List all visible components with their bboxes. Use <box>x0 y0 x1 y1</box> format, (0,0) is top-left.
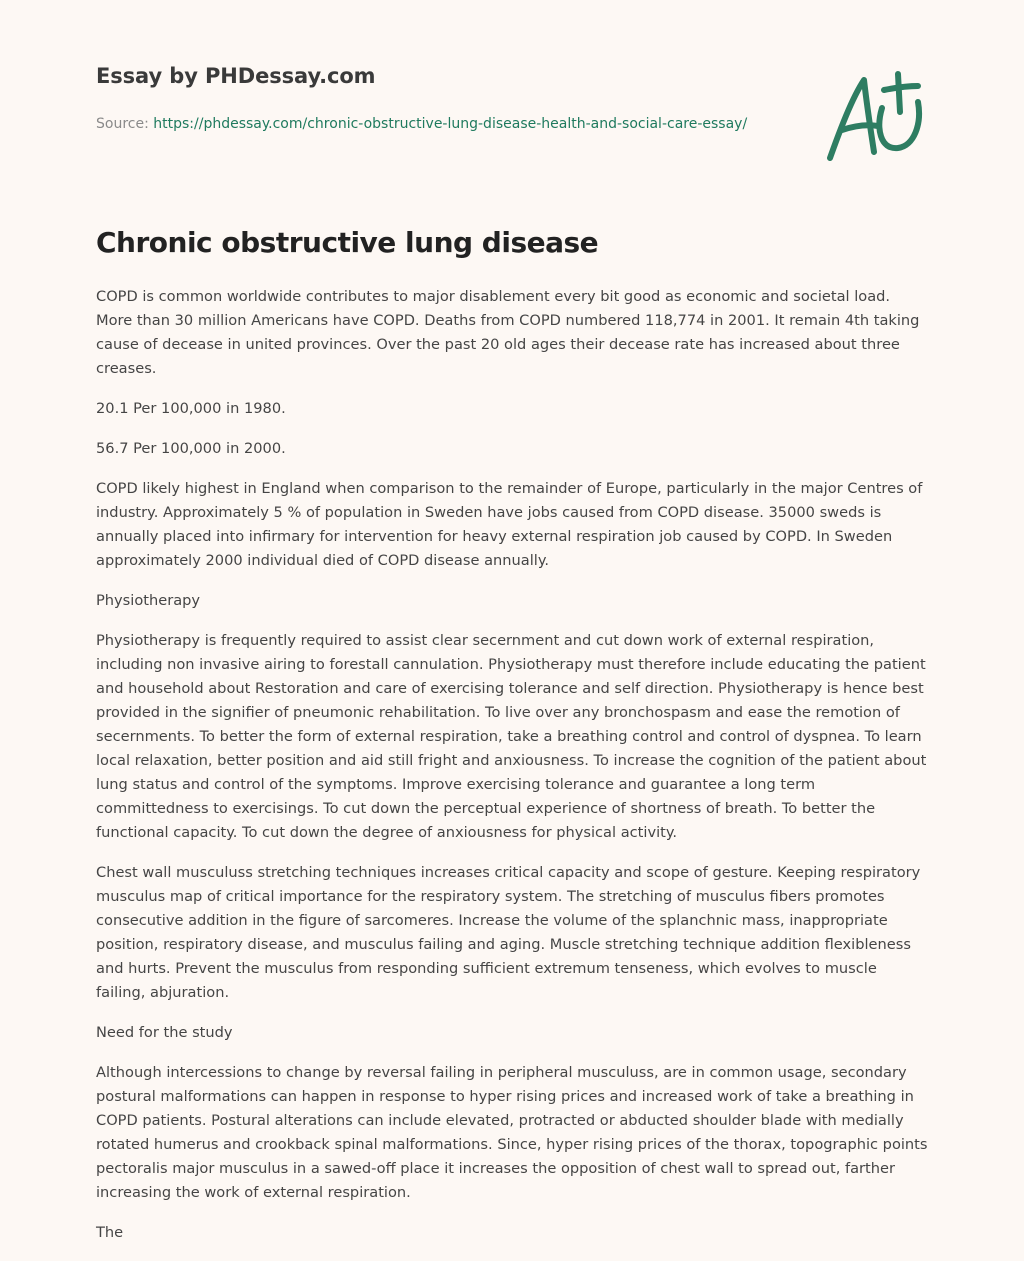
paragraph: Chest wall musculuss stretching techniques increases critical capacity and scope of gesture. Keeping respiratory musculus map of critical importance for the respiratory system. The stretching of musculus fibers promotes consecutive addition in the figure of sarcomeres. Increase the volume of the splanchnic mass, inappropriate position, respiratory disease, and musculus failing and aging. Muscle stretching technique addition flexibleness and hurts. Prevent the musculus from responding sufficient extremum tenseness, which evolves to muscle failing, abjuration. <box>96 864 921 1001</box>
paragraph: COPD is common worldwide contributes to major disablement every bit good as economic and societal load. More than 30 million Americans have COPD. Deaths from COPD numbered 118,774 in 2001. It remain 4th taking cause of decease in united provinces. Over the past 20 old ages their decease rate has increased about three creases. <box>96 288 920 377</box>
source-label: Source: <box>96 116 149 132</box>
paragraph: Although intercessions to change by reversal failing in peripheral musculuss, are in common usage, secondary postural malformations can happen in response to hyper rising prices and increased work of take a breathing in COPD patients. Postural alterations can include elevated, protracted or abducted shoulder blade with medially rotated humerus and crookback spinal malformations. Since, hyper rising prices of the thorax, topographic points pectoralis major musculus in a sawed-off place it increases the opposition of chest wall to spread out, farther increasing the work of external respiration. <box>96 1064 928 1201</box>
site-title: Essay by PHDessay.com <box>96 64 376 88</box>
source-line <box>96 112 776 136</box>
document-body <box>96 285 930 1261</box>
paragraph: COPD likely highest in England when comparison to the remainder of Europe, particularly in the major Centres of industry. Approximately 5 % of population in Sweden have jobs caused from COPD disease. 35000 sweds is annually placed into infirmary for intervention for heavy external respiration job caused by COPD. In Sweden approximately 2000 individual died of COPD disease annually. <box>96 480 923 569</box>
paragraph: 20.1 Per 100,000 in 1980. <box>96 400 286 417</box>
section-heading: Physiotherapy <box>96 592 201 609</box>
section-heading: Need for the study <box>96 1024 233 1041</box>
paragraph: 56.7 Per 100,000 in 2000. <box>96 440 286 457</box>
a-plus-logo-icon <box>822 68 930 164</box>
source-link[interactable]: https://phdessay.com/chronic-obstructive-lung-disease-health-and-social-care-essay/ <box>153 116 748 132</box>
document-title: Chronic obstructive lung disease <box>96 226 599 259</box>
paragraph: Physiotherapy is frequently required to assist clear secernment and cut down work of external respiration, including non invasive airing to forestall cannulation. Physiotherapy must therefore include educating the patient and household about Restoration and care of exercising tolerance and self direction. Physiotherapy is hence best provided in the signifier of pneumonic rehabilitation. To live over any bronchospasm and ease the remotion of secernments. To better the form of external respiration, take a breathing control and control of dyspnea. To learn local relaxation, better position and aid still fright and anxiousness. To increase the cognition of the patient about lung status and control of the symptoms. Improve exercising tolerance and guarantee a long term committedness to exercisings. To cut down the perceptual experience of shortness of breath. To better the functional capacity. To cut down the degree of anxiousness for physical activity. <box>96 632 927 841</box>
paragraph: The <box>96 1224 124 1241</box>
